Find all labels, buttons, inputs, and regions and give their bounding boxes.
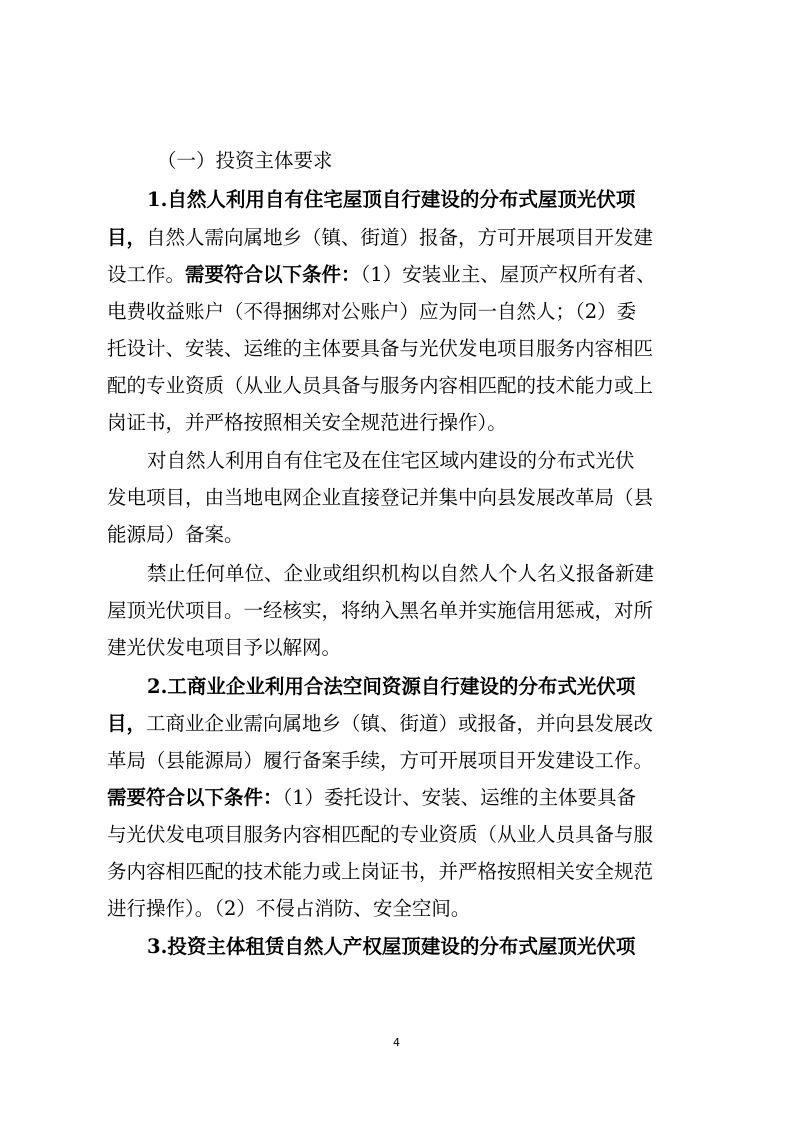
section-heading: （一）投资主体要求 bbox=[157, 149, 333, 172]
para1-line2 bbox=[107, 225, 653, 251]
para2-line1: 对自然人利用自有住宅及在住宅区域内建设的分布式光伏 bbox=[147, 449, 635, 472]
para4-line2-bold: 目， bbox=[107, 712, 147, 735]
para1-line6: 配的专业资质（从业人员具备与服务内容相匹配的技术能力或上 bbox=[107, 374, 654, 397]
para4-line2 bbox=[107, 711, 653, 737]
para2-line2: 发电项目，由当地电网企业直接登记并集中向县发展改革局（县 bbox=[107, 486, 654, 509]
para1-line7: 岗证书，并严格按照相关安全规范进行操作）。 bbox=[107, 411, 507, 434]
para1-line1: 1.自然人利用自有住宅屋顶自行建设的分布式屋顶光伏项 bbox=[147, 188, 636, 211]
para3-line3: 建光伏发电项目予以解网。 bbox=[107, 636, 342, 659]
para4-line4 bbox=[107, 785, 636, 811]
para4-line4-bold: 需要符合以下条件： bbox=[107, 786, 283, 809]
page-number: 4 bbox=[393, 1036, 400, 1049]
para3-line1: 禁止任何单位、企业或组织机构以自然人个人名义报备新建 bbox=[147, 562, 655, 585]
para4-line2-text: 工商业企业需向属地乡（镇、街道）或报备，并向县发展改 bbox=[146, 712, 654, 735]
para1-line2-text: 自然人需向属地乡（镇、街道）报备，方可开展项目开发建 bbox=[146, 226, 654, 249]
para1-line2-bold: 目， bbox=[107, 226, 147, 249]
para1-line4: 电费收益账户（不得捆绑对公账户）应为同一自然人；（2）委 bbox=[107, 300, 637, 323]
para1-line3 bbox=[107, 262, 656, 288]
para1-line3-text-a: 设工作。 bbox=[107, 263, 186, 286]
para4-line3: 革局（县能源局）履行备案手续，方可开展项目开发建设工作。 bbox=[107, 749, 654, 772]
para5-line1: 3.投资主体租赁自然人产权屋顶建设的分布式屋顶光伏项 bbox=[147, 935, 636, 958]
para2-line3: 能源局）备案。 bbox=[107, 523, 244, 546]
para1-line5: 托设计、安装、运维的主体要具备与光伏发电项目服务内容相匹 bbox=[107, 337, 654, 360]
para1-line3-text-b: （1）安装业主、屋顶产权所有者、 bbox=[360, 263, 656, 286]
para4-line6: 务内容相匹配的技术能力或上岗证书，并严格按照相关安全规范 bbox=[107, 860, 654, 883]
para3-line2: 屋顶光伏项目。一经核实，将纳入黑名单并实施信用惩戒，对所 bbox=[107, 599, 654, 622]
para4-line5: 与光伏发电项目服务内容相匹配的专业资质（从业人员具备与服 bbox=[107, 823, 654, 846]
para4-line1: 2.工商业企业利用合法空间资源自行建设的分布式光伏项 bbox=[147, 675, 636, 698]
para4-line7: 进行操作）。（2）不侵占消防、安全空间。 bbox=[107, 897, 471, 920]
para4-line4-text: （1）委托设计、安装、运维的主体要具备 bbox=[282, 786, 637, 809]
para1-line3-bold: 需要符合以下条件： bbox=[185, 263, 361, 286]
